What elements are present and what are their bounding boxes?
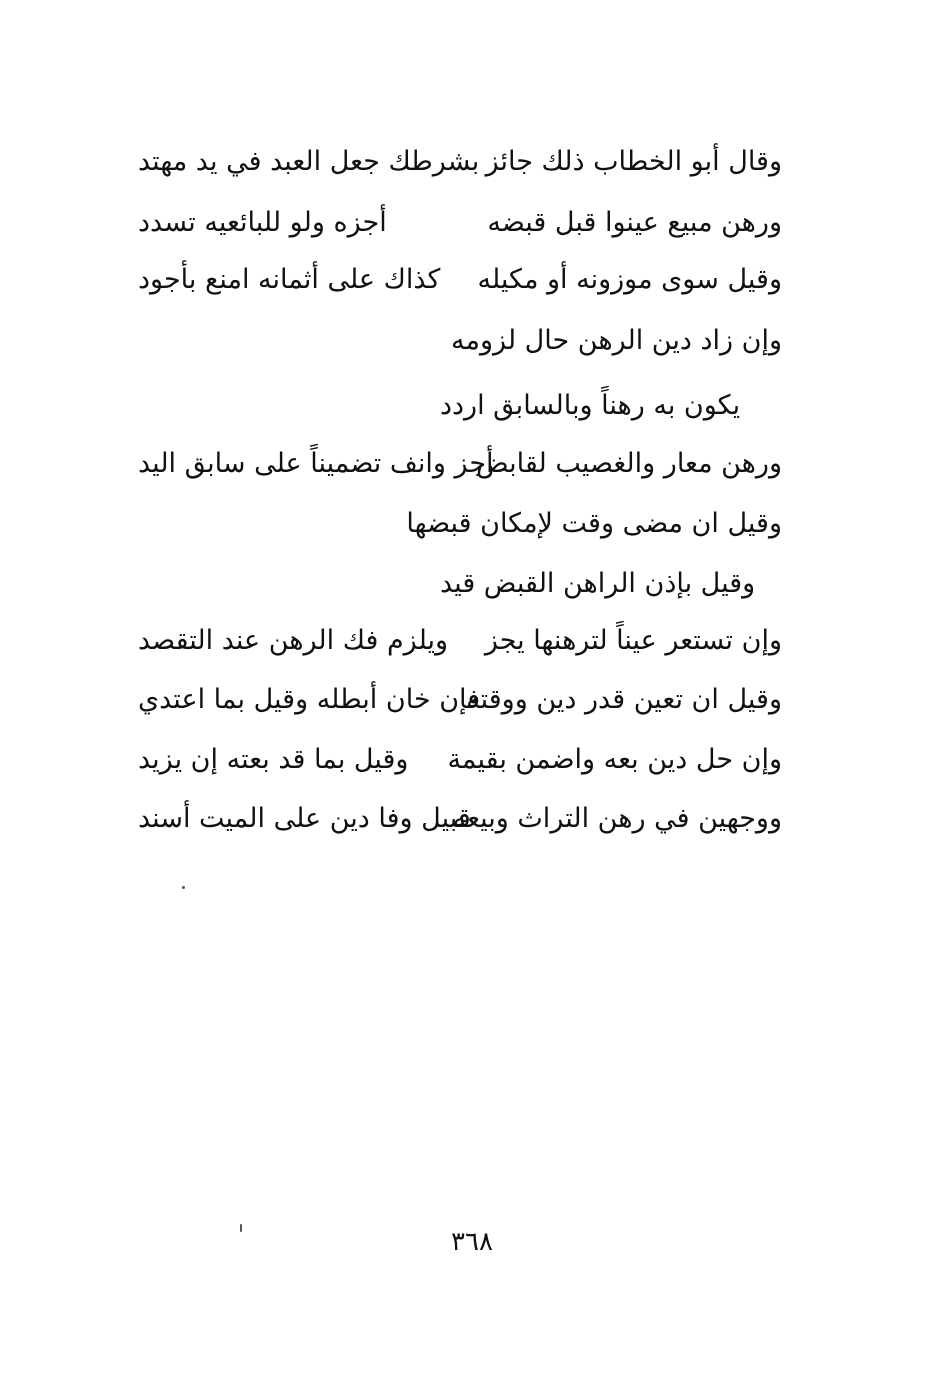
verse-line (130, 382, 782, 430)
verse-line (130, 138, 782, 186)
verse-first-hemistich: ورهن معار والغصيب لقابض (476, 448, 782, 479)
verse-first-hemistich: وقيل ان مضى وقت لإمكان قبضها (406, 508, 782, 539)
verse-second-hemistich: بشرطك جعل العبد في يد مهتد (138, 146, 480, 177)
verse-second-hemistich: وقيل بإذن الراهن القبض قيد (440, 568, 756, 599)
verse-line (130, 795, 782, 843)
verse-line (130, 317, 782, 365)
verse-first-hemistich: وقيل سوى موزونه أو مكيله (477, 264, 782, 295)
verse-second-hemistich: يكون به رهناً وبالسابق اردد (440, 390, 741, 421)
page-number: ٣٦٨ (451, 1227, 493, 1257)
verse-line (130, 440, 782, 488)
scan-speck (182, 886, 185, 889)
verse-second-hemistich: قبيل وفا دين على الميت أسند (138, 803, 471, 834)
verse-second-hemistich: أجز وانف تضميناً على سابق اليد (138, 448, 494, 479)
verse-first-hemistich: ورهن مبيع عينوا قبل قبضه (487, 207, 782, 238)
verse-second-hemistich: وقيل بما قد بعته إن يزيد (138, 744, 409, 775)
verse-line (130, 617, 782, 665)
verse-second-hemistich: ويلزم فك الرهن عند التقصد (138, 625, 449, 656)
verse-line (130, 199, 782, 247)
verse-line (130, 560, 782, 608)
verse-second-hemistich: أجزه ولو للبائعيه تسدد (138, 207, 387, 238)
verse-line (130, 256, 782, 304)
verse-first-hemistich: وقيل ان تعين قدر دين ووقته (466, 684, 782, 715)
verse-line (130, 500, 782, 548)
verse-first-hemistich: وقال أبو الخطاب ذلك جائز (485, 146, 782, 177)
verse-first-hemistich: وإن زاد دين الرهن حال لزومه (451, 325, 782, 356)
verse-first-hemistich: وإن حل دين بعه واضمن بقيمة (447, 744, 782, 775)
verse-first-hemistich: وإن تستعر عيناً لترهنها يجز (484, 625, 782, 656)
verse-first-hemistich: ووجهين في رهن التراث وبيعه (452, 803, 782, 834)
verse-second-hemistich: كذاك على أثمانه امنع بأجود (138, 264, 441, 295)
verse-line (130, 736, 782, 784)
verse-line (130, 676, 782, 724)
verse-second-hemistich: فإن خان أبطله وقيل بما اعتدي (138, 684, 481, 715)
